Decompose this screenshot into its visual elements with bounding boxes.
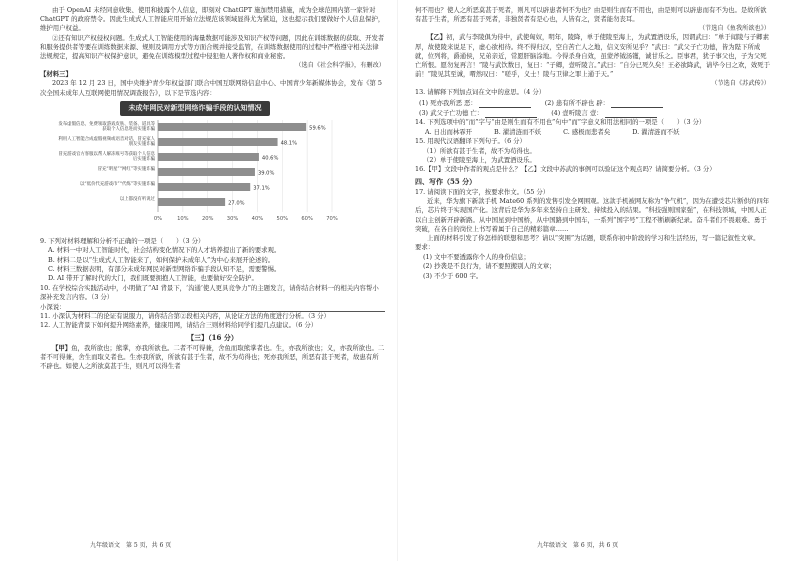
q15-item-1: （1）所欲有甚于生者，故不为苟得也。 <box>423 146 536 155</box>
x-tick-label: 30% <box>226 215 239 222</box>
category-label: 以上都没有听说过 <box>119 196 155 202</box>
q14-options <box>415 127 770 137</box>
bar-value-label: 48.1% <box>280 140 298 147</box>
requirement-1: (1) 文中不要透露你个人的身份信息； <box>423 252 530 261</box>
bar-value-label: 59.6% <box>309 125 326 132</box>
q13-item-1-blank[interactable] <box>479 99 531 108</box>
q10-answer-row <box>40 303 385 312</box>
yi-text: 初，武与李陵俱为侍中，武使匈奴，明年，陵降，单于使陵至海上，为武置酒设乐，因谓武曰：“单于闻陵与子卿素厚，故使陵来说足下，虚心欲相待。终不得归汉，空自苦亡人之地，信义安所见乎？”武曰：“武父子亡功德，皆为陛下所成就，位列将，爵通侯，兄弟亲近，常愿肝脑涂地。今得杀身自效，虽蒙斧钺汤镬，诚甘乐之。臣事君，犹子事父也，子为父死亡所恨。愿勿复再言！”陵与武饮数日，复曰：“子卿，壹听陵言。”武曰：“自分已死久矣！王必欲降武，请毕今日之欢，效死于前！”陵见其至诚，喟然叹曰：“嗟乎，义士！陵与卫律之罪上通于天。” <box>415 33 770 79</box>
question-12: 12. 人工智能背景下如何提升网络素养，健康用网，请结合三则材料给同学们提几点建议。（6 分） <box>40 321 318 330</box>
material-3-text: 2023 年 12 月 23 日，国中央维护青少年权益部门联合中国互联网络信息中心、中国青少年新媒体协会，发布《第 5 次全国未成年人互联网使用情况调查报告》，以下是节选内容： <box>40 79 382 97</box>
jia-label: 【甲】 <box>52 343 72 352</box>
bar-value-label: 27.0% <box>228 200 245 207</box>
requirement-3: (3) 不少于 600 字。 <box>423 271 483 280</box>
bar-value-label: 40.6% <box>261 155 279 162</box>
category-label: 冒充“明星”“网红”等实施诈骗 <box>97 166 155 172</box>
right-footer: 九年级语文 第 6 页，共 6 页 <box>537 542 619 549</box>
q13-item-3-word: 亡： <box>470 108 484 117</box>
paragraph-2: ②还有知识产权侵权问题。生成式人工智能使用的海量数据可能涉及知识产权等问题，因此在训练数据的获取、开发者和服务提供者等要在训练数据来源、规则及调用方式等方面合规并接受监管，在训练数据使用的过程中严格遵守相关法律法规规定，提高知识产权保护意识，避免在训练模型过程中侵犯他人著作权和商业秘密。 <box>40 33 385 61</box>
section-4-heading: 四、写作（55 分） <box>415 176 477 186</box>
paragraph-1: 由于 OpenAI 未经同意收集、使用和披露个人信息，即刻对 ChatGPT 施加禁用措施，成为全球范围内第一家针对 ChatGPT 的政府禁令。因此生成式人工智能应用开始立法规范该领域显得尤为紧迫，这也提示我们要做好个人信息保护，维护用户权益。 <box>40 6 385 33</box>
fraud-awareness-chart <box>50 101 340 234</box>
bar <box>158 168 255 176</box>
q13-item-2-word: 辟： <box>596 98 609 107</box>
x-tick-label: 40% <box>251 215 264 222</box>
x-tick-label: 50% <box>276 215 289 222</box>
category-label: 冒充游戏官方客服以帮人解冻账号等获取个人信息后实施诈骗 <box>58 151 155 163</box>
bar <box>158 123 306 131</box>
q13-item-4 <box>551 108 656 118</box>
yi-passage <box>415 33 770 79</box>
q13-item-1-word: 恶： <box>464 98 477 107</box>
q17-task: 上面的材料引发了你怎样的联想和思考？请以“突围”为话题，联系你初中阶段的学习和生活经历，写一篇记叙性文章。 <box>427 234 760 243</box>
q13-item-3-blank[interactable] <box>485 109 537 118</box>
q9-option-d: D. AI 带开了解时代的大门，我们既要拥抱人工智能，也要做好安全防护。 <box>48 274 258 283</box>
jia-continued: 何不用也？使人之所恶莫甚于死者，则凡可以辟患者何不为也？由是则生而有不用也，由是则可以辟患而有不为也。是故所欲有甚于生者，所恶有甚于死者，非独贤者有是心也，人皆有之，贤者能勿丧耳。 <box>415 6 767 24</box>
bar-value-label: 39.0% <box>257 170 275 177</box>
section-3-heading: 【三】（16 分） <box>187 332 238 342</box>
bar-value-label: 37.1% <box>253 185 270 192</box>
q10-label: 小深说： <box>40 302 66 311</box>
q17-material: 近来，华为旗下新款手机 Mate60 系列的发售引发全网围观。这款手机被网友称为“争气机”，因为在遭受芯片断供的四年后，芯片终于实现国产化。这背后是华为多年来坚持自主研发、持续投入的结果。“科技强则国家强”，在科技领域，中国人正以自主创新开辟新路。从中国星到中国桥，从中国路到中国车，一系列“国字号”工程不断刷新纪录。奋斗者们不畏艰难、勇于突破，在各自的岗位上书写着属于自己的精彩篇章…… <box>415 197 770 233</box>
q9-option-a: A. 材料一中对人工智能时代，社会结构变化情况下的人才培养提出了新的要求观。 <box>48 246 281 255</box>
requirements-label: 要求： <box>415 243 435 252</box>
yi-source: （节选自《苏武传》） <box>711 80 770 88</box>
x-tick-label: 10% <box>177 215 189 222</box>
bar <box>158 138 278 146</box>
question-11: 11. 小深认为材料二的论证有说服力，请你结合第②段相关内容，从论证方法的角度进行分析。（3 分） <box>40 312 330 321</box>
q13-item-3 <box>419 108 537 118</box>
q13-item-2-blank[interactable] <box>611 99 663 108</box>
left-footer: 九年级语文 第 5 页，共 6 页 <box>90 542 172 549</box>
requirement-2: (2) 抄袭是不良行为，请不要照搬别人的文章； <box>423 262 556 271</box>
jia-passage <box>40 344 385 372</box>
q13-item-4-blank[interactable] <box>605 109 657 118</box>
q14-option-d: D. 濯清涟而不妖 <box>632 128 680 137</box>
question-13: 13. 请解释下列加点词在文中的意思。（4 分） <box>415 88 546 97</box>
x-tick-label: 70% <box>326 215 338 222</box>
bar <box>158 183 250 191</box>
q13-item-1-phrase: 死亦我所恶 <box>430 98 463 107</box>
source-note: （选自《社会科学报》，有删改） <box>295 62 385 70</box>
question-15: 15. 用现代汉语翻译下列句子。（6 分） <box>415 137 526 146</box>
x-tick-label: 20% <box>201 215 214 222</box>
q14-option-a: A. 日出而林霏开 <box>425 128 473 137</box>
q13-item-4-word: 壹： <box>589 108 603 117</box>
x-tick-label: 0% <box>153 215 163 222</box>
q13-item-2 <box>545 98 663 108</box>
right-page <box>397 0 794 561</box>
bar <box>158 198 225 206</box>
question-17: 17. 请阅读下面的文字，按要求作文。（55 分） <box>415 187 550 196</box>
q13-item-1 <box>419 98 531 108</box>
q10-answer-line[interactable] <box>66 303 385 312</box>
category-label: 发布虚假信息，免费领取游戏皮肤、装备、道具等获取个人信息进而实施诈骗 <box>58 121 155 133</box>
q13-item-3-phrase: 武父子亡功德 <box>430 108 469 117</box>
q13-item-2-number: (2) <box>544 98 554 107</box>
question-10: 10. 在学校综合实践活动中，小明做了“AI 背景下，‘沟通’使人更具竞争力”的主题发言，请你结合材料一的相关内容帮小深补充发言内容。（3 分） <box>40 283 379 302</box>
q13-item-3-number: (3) <box>419 108 429 117</box>
chart-title: 未成年网民对新型网络诈骗手段的认知情况 <box>120 101 270 116</box>
question-14: 14. 下列选项中的“而”字与“由是则生而有不用也”句中“而”字意义和用法相同的一项是（ ）（3 分） <box>415 117 706 126</box>
q14-option-c: C. 感极而悲者矣 <box>563 128 611 137</box>
bar <box>158 153 259 161</box>
q14-option-b: B. 濯清涟而不妖 <box>494 128 542 137</box>
q13-item-4-phrase: 壹听陵言 <box>562 108 588 117</box>
x-tick-label: 60% <box>301 215 313 222</box>
q13-row-1 <box>415 98 770 108</box>
q13-item-1-number: (1) <box>419 98 429 107</box>
jia-source: （节选自《鱼我所欲也》） <box>698 25 770 33</box>
q13-item-2-phrase: 患有所不辟也 <box>555 98 595 107</box>
question-9: 9. 下列对材料理解和分析不正确的一项是（ ）（3 分） <box>40 236 205 245</box>
q9-option-c: C. 材料三数据表明，有部分未成年网民对新型网络诈骗手段认知不足，需要警惕。 <box>48 265 281 274</box>
jia-text: 鱼，我所欲也；熊掌，亦我所欲也。二者不可得兼，舍鱼而取熊掌者也。生，亦我所欲也；义，亦我所欲也。二者不可得兼，舍生而取义者也。生亦我所欲，所欲有甚于生者，故不为苟得也；死亦我所恶，所恶有甚于死者，故患有所不辟也。如使人之所欲莫甚于生，则凡可以得生者 <box>40 343 385 371</box>
q9-option-b: B. 材料二是以“生成式人工智能来了，如何保护未成年人”为中心来展开论述的。 <box>48 255 275 264</box>
category-label: 利用人工智能合成虚假视频或语音对话，冒充家人朋友实施诈骗 <box>58 136 155 148</box>
q15-item-2: （2）单于使陵至海上，为武置酒设乐。 <box>423 156 536 165</box>
yi-label: 【乙】 <box>427 33 447 42</box>
chart-svg <box>50 116 340 234</box>
material-3-heading: 【材料三】 <box>40 70 72 79</box>
question-16: 16.【甲】文段中作者的观点是什么？【乙】文段中苏武的事例可以验证这个观点吗？请简要分析。（3 分） <box>415 165 716 174</box>
q13-row-2 <box>415 108 770 118</box>
category-label: 以“低价代充游戏币”“代练”等实施诈骗 <box>80 181 155 187</box>
q13-item-4-number: (4) <box>551 108 561 117</box>
